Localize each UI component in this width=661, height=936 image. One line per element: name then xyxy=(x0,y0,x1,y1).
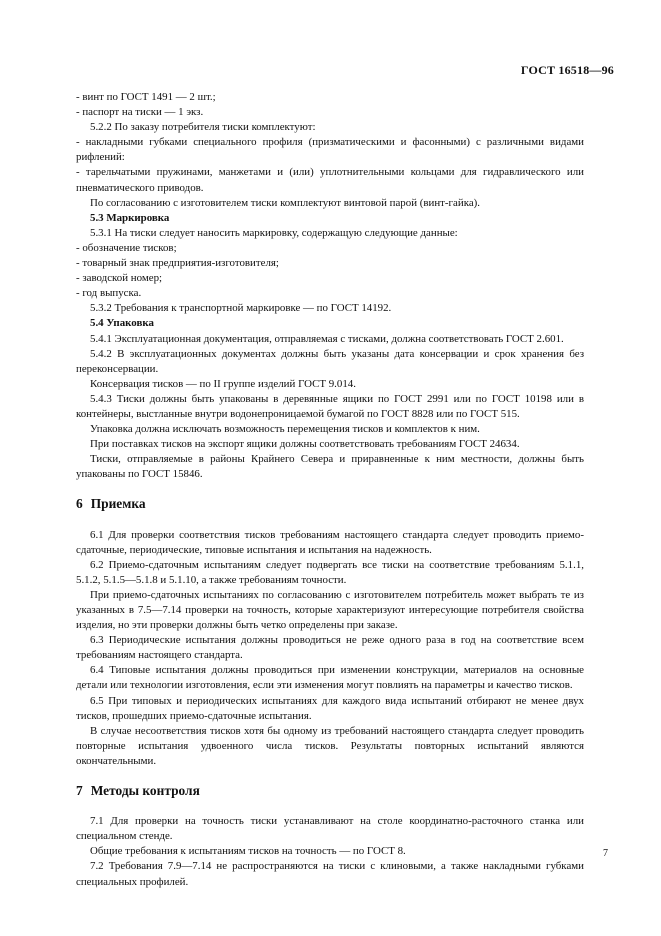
subsection-heading-packing: 5.4 Упаковка xyxy=(90,317,154,330)
section-number: 6 xyxy=(76,496,83,512)
paragraph: Консервация тисков — по II группе изделий ГОСТ 9.014. xyxy=(90,377,356,390)
paragraph: 5.3.1 На тиски следует наносить маркировку, содержащую следующие данные: xyxy=(90,226,458,239)
paragraph: 5.4.3 Тиски должны быть упакованы в деревянные ящики по ГОСТ 2991 или по ГОСТ 10198 или в контейнеры, выстланные внутри водонепроницаемой бумагой по ГОСТ 8828 или по ГОСТ 515. xyxy=(76,392,584,420)
paragraph: 6.2 Приемо-сдаточным испытаниям следует подвергать все тиски на соответствие требованиям 5.1.1, 5.1.2, 5.1.5—5.1.8 и 5.1.10, а также требованиям точности. xyxy=(76,558,584,586)
section-title: Методы контроля xyxy=(90,783,200,799)
list-item: - товарный знак предприятия-изготовителя; xyxy=(76,257,279,270)
paragraph: 5.4.1 Эксплуатационная документация, отправляемая с тисками, должна соответствовать ГОСТ 2.601. xyxy=(90,332,564,345)
paragraph: При приемо-сдаточных испытаниях по согласованию с изготовителем потребитель может выбрать те из указанных в 7.5—7.14 проверки на точность, которые характеризуют интересующие потребителя свойства изделия, но эти проверки должны быть четко определены при заказе. xyxy=(76,588,584,632)
paragraph: 5.3.2 Требования к транспортной маркировке — по ГОСТ 14192. xyxy=(90,302,392,315)
paragraph: Общие требования к испытаниям тисков на точность — по ГОСТ 8. xyxy=(90,845,406,858)
paragraph: Тиски, отправляемые в районы Крайнего Севера и приравненные к ним местности, должны быть упакованы по ГОСТ 15846. xyxy=(76,453,584,481)
paragraph: 6.3 Периодические испытания должны проводиться не реже одного раза в год на соответствие всем требованиям настоящего стандарта. xyxy=(76,634,584,662)
list-item: - год выпуска. xyxy=(76,287,142,300)
section-heading-control-methods xyxy=(76,783,584,798)
document-body xyxy=(76,90,584,890)
paragraph: 6.4 Типовые испытания должны проводиться при изменении конструкции, материалов на основные детали или технологии изготовления, если эти изменения могут повлиять на параметры и качество тисков. xyxy=(76,664,584,692)
page-number: 7 xyxy=(603,848,608,859)
paragraph: По согласованию с изготовителем тиски комплектуют винтовой парой (винт-гайка). xyxy=(90,196,480,209)
paragraph: 5.2.2 По заказу потребителя тиски комплектуют: xyxy=(90,121,316,134)
list-item: - заводской номер; xyxy=(76,272,163,285)
paragraph: 5.4.2 В эксплуатационных документах должны быть указаны дата консервации и срок хранения без переконсервации. xyxy=(76,347,584,375)
paragraph: При поставках тисков на экспорт ящики должны соответствовать требованиям ГОСТ 24634. xyxy=(90,438,520,451)
section-number: 7 xyxy=(76,783,83,799)
list-item: - тарельчатыми пружинами, манжетами и (или) уплотнительными кольцами для гидравлического или пневматического приводов. xyxy=(76,166,584,194)
paragraph: 6.1 Для проверки соответствия тисков требованиям настоящего стандарта следует проводить приемо-сдаточные, периодические, типовые испытания и испытания на надежность. xyxy=(76,528,584,556)
list-item: - обозначение тисков; xyxy=(76,241,177,254)
paragraph: В случае несоответствия тисков хотя бы одному из требований настоящего стандарта следует проводить повторные испытания удвоенного числа тисков. Результаты повторных испытаний являются окончательными. xyxy=(76,724,584,767)
paragraph: Упаковка должна исключать возможность перемещения тисков и комплектов к ним. xyxy=(90,423,480,436)
document-header: ГОСТ 16518—96 xyxy=(520,63,614,77)
paragraph: 7.2 Требования 7.9—7.14 не распространяются на тиски с клиновыми, а также накладными губками специальных профилей. xyxy=(76,860,584,888)
section-title: Приемка xyxy=(90,496,146,512)
list-item: - паспорт на тиски — 1 экз. xyxy=(76,106,204,119)
list-item: - накладными губками специального профиля (призматическими и фасонными) с различными видами рифлений: xyxy=(76,136,584,164)
paragraph: 7.1 Для проверки на точность тиски устанавливают на столе координатно-расточного станка или специальном стенде. xyxy=(76,815,584,843)
section-heading-acceptance xyxy=(76,496,584,511)
subsection-heading-marking: 5.3 Маркировка xyxy=(90,211,170,224)
list-item: - винт по ГОСТ 1491 — 2 шт.; xyxy=(76,91,216,103)
paragraph: 6.5 При типовых и периодических испытаниях для каждого вида испытаний отбирают не менее двух тисков, прошедших приемо-сдаточные испытания. xyxy=(76,694,584,722)
